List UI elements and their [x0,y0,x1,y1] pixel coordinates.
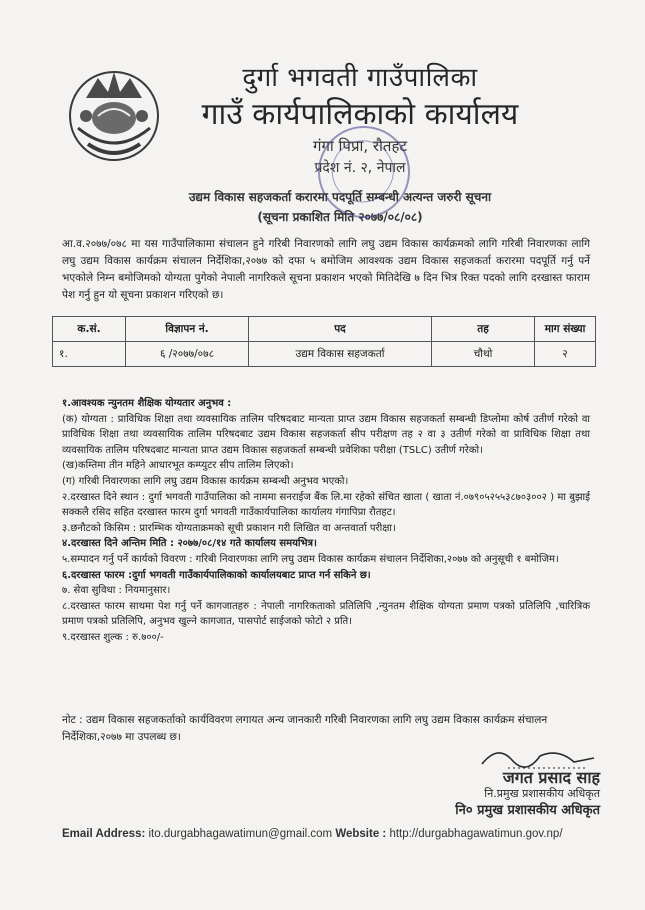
req-6: ६.दरखास्त फारम :दुर्गा भगवती गाउँकार्यपालिकाको कार्यालयबाट प्राप्त गर्न सकिने छ। [62,569,371,581]
req-1-title: १.आवश्यक न्युनतम शैक्षिक योग्यतार अनुभव : [62,398,232,409]
signatory-stamp: नि० प्रमुख प्रशासकीय अधिकृत [455,803,600,818]
vacancy-table [52,316,596,367]
cell-sn: १. [53,342,126,367]
email-label: Email Address: [62,828,146,840]
email-link[interactable]: ito.durgabhagawatimun@gmail.com [148,828,333,840]
col-header-sn: क.सं. [53,317,126,342]
requirements-section [62,396,590,646]
table-row [53,342,596,367]
req-8: ८.दरखास्त फारम साथमा पेश गर्नु पर्ने कागजातहरु : नेपाली नागरिकताको प्रतिलिपि ,न्युनतम शैक्षिक योग्यता प्रमाण पत्रको प्रतिलिपि ,चारित्रिक प्रमाण पत्रको प्रतिलिपि, अनुभव खुल्ने कागजात, पासपोर्ट साईजको फोटो २ प्रति। [62,600,590,628]
table-header-row [53,317,596,342]
office-name: गाउँ कार्यपालिकाको कार्यालय [201,97,519,132]
municipality-name: दुर्गा भगवती गाउँपालिका [242,63,478,93]
req-3: ३.छनौटको किसिम : प्रारम्भिक योग्यताक्रमको सूची प्रकाशन गरी लिखित वा अन्तवार्ता परीक्षा। [62,522,396,534]
req-1-kha: (ख)कम्तिमा तीन महिने आधारभूत कम्प्युटर सीप तालिम लिएको। [62,460,294,472]
col-header-level: तह [432,317,535,342]
req-9: ९.दरखास्त शुल्क : रु.७००/- [62,631,164,643]
signatory-name: जगत प्रसाद साह [502,768,600,787]
req-2: २.दरखास्त दिने स्थान : दुर्गा भगवती गाउँपालिका को नाममा सनराईज बैंक लि.मा रहेको संचित खाता ( खाता नं.०७९०५२५५३८७०३००२ ) मा बुझाई सक्कलै रसिद सहित दरखास्त फारम दुर्गा भगवती गाउँकार्यपालिका कार्यालय गंगापिप्रा रौतहट। [62,491,590,519]
req-5: ५.सम्पादन गर्नु पर्ने कार्यको विवरण : गरिबी निवारणका लागि लघु उद्यम विकास कार्यक्रम संचालन निर्देशिका,२०७७ को अनुसूची १ बमोजिम। [62,553,559,565]
col-header-ad-no: विज्ञापन नं. [126,317,249,342]
note-paragraph: नोट : उद्यम विकास सहजकर्ताको कार्यविवरण लगायत अन्य जानकारी गरिबी निवारणका लागि लघु उद्यम विकास कार्यक्रम संचालन निर्देशिका,२०७७ मा उपलब्ध छ। [62,714,548,743]
req-7: ७. सेवा सुविधा : नियमानुसार। [62,585,171,597]
cell-ad-no: ६ /२०७७/०७८ [126,342,249,367]
intro-paragraph: आ.व.२०७७/०७८ मा यस गाउँपालिकामा संचालन हुने गरिबी निवारणको लागि लघु उद्यम विकास कार्यक्रमको लागि गरिबी निवारणका लागि लघु उद्यम विकास कार्यक्रम संचालन निर्देशिका,२०७७ को दफा ५ बमोजिम आवश्यक उद्यम विकास सहजकर्ता करारमा पदपूर्ति गर्नु पर्ने भएकोले निम्न बमोजिमको योग्यता पुगेको नेपाली नागरिकले सूचना प्रकाशन भएको मितिदेखि ७ दिन भित्र रिक्त पदको लागि दरखास्त फाराम पेश गर्नु हुन यो सूचना प्रकाशन गरिएको छ। [62,238,590,301]
cell-level: चौथो [432,342,535,367]
req-4: ४.दरखास्त दिने अन्तिम मिति : २०७७/०८/१४ गते कार्यालय समयभित्र। [62,538,317,550]
publish-date: (सूचना प्रकाशित मिति २०७७/०८/०८) [257,210,423,224]
footer-contact [62,828,622,840]
signatory-title: नि.प्रमुख प्रशासकीय अधिकृत [484,787,600,800]
website-link[interactable]: http://durgabhagawatimun.gov.np/ [389,828,563,840]
office-location: गंगा पिप्रा, रौतहट [313,137,407,155]
col-header-post: पद [249,317,432,342]
req-1-ka: (क) योग्यता : प्राविधिक शिक्षा तथा व्यवसायिक तालिम परिषदबाट मान्यता प्राप्त उद्यम विकास सहजकर्ता सम्बन्धी डिप्लोमा कोर्ष उतीर्ण गरेको वा प्राविधिक शिक्षा तथा व्यवसायिक तालिम परिषदबाट उद्यम विकास सहजकर्ता सीप परीक्षण तह २ वा ३ उतीर्ण गरेको वा प्राविधिक शिक्षा तथा व्यवसायिक तालिम परिषदबाट मान्यता प्राप्त उद्यम विकास सहजकर्ता सम्बन्धी प्रवेशिका परीक्षा (TSLC) उतीर्ण गरेको। [62,413,590,456]
notice-title: उद्यम विकास सहजकर्ता करारमा पदपूर्ति सम्बन्धी अत्यन्त जरुरी सूचना [188,190,492,204]
province-line: प्रदेश नं. २, नेपाल [314,160,406,176]
cell-post: उद्यम विकास सहजकर्ता [249,342,432,367]
cell-demand: २ [535,342,596,367]
req-1-ga: (ग) गरिबी निवारणका लागि लघु उद्यम विकास कार्यक्रम सम्बन्धी अनुभव भएको। [62,475,349,487]
col-header-demand: माग संख्या [535,317,596,342]
website-label: Website : [335,828,387,840]
